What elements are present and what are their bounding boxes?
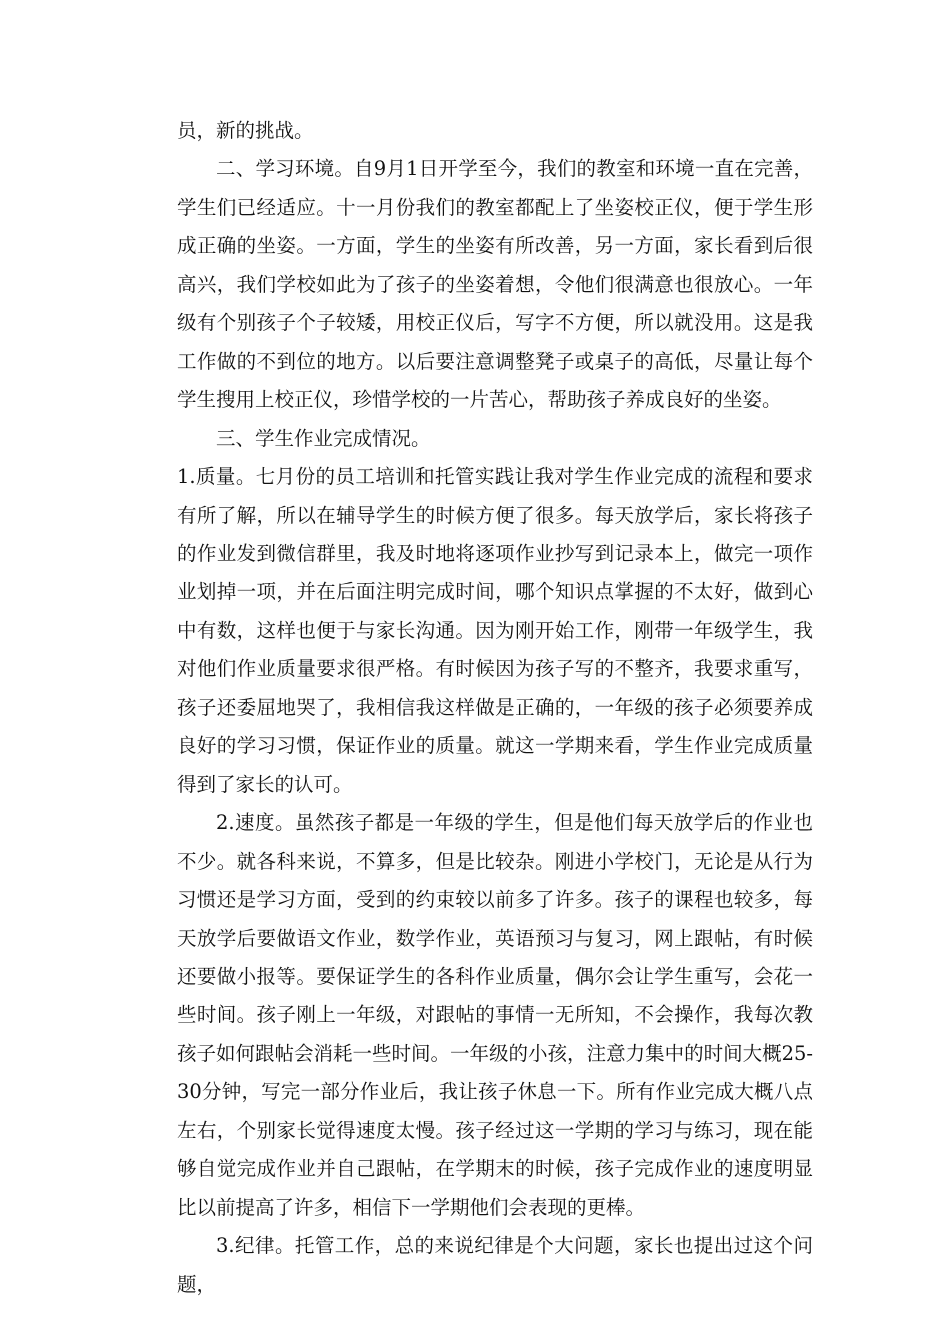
section-heading-homework: 三、学生作业完成情况。 <box>216 426 431 450</box>
document-body <box>177 112 813 1304</box>
paragraph-continuation: 员，新的挑战。 <box>177 119 314 142</box>
paragraph-quality: 1.质量。七月份的员工培训和托管实践让我对学生作业完成的流程和要求有所了解，所以在辅导学生的时候方便了很多。每天放学后，家长将孩子的作业发到微信群里，我及时地将逐项作业抄写到记录本上，做完一项作业划掉一项，并在后面注明完成时间，哪个知识点掌握的不太好，做到心中有数，这样也便于与家长沟通。因为刚开始工作，刚带一年级学生，我对他们作业质量要求很严格。有时候因为孩子写的不整齐，我要求重写，孩子还委屈地哭了，我相信我这样做是正确的，一年级的孩子必须要养成良好的学习习惯，保证作业的质量。就这一学期来看，学生作业完成质量得到了家长的认可。 <box>177 465 813 796</box>
paragraph-learning-environment: 二、学习环境。自9月1日开学至今，我们的教室和环境一直在完善，学生们已经适应。十一月份我们的教室都配上了坐姿校正仪，便于学生形成正确的坐姿。一方面，学生的坐姿有所改善，另一方面，家长看到后很高兴，我们学校如此为了孩子的坐姿着想，令他们很满意也很放心。一年级有个别孩子个子较矮，用校正仪后，写字不方便，所以就没用。这是我工作做的不到位的地方。以后要注意调整凳子或桌子的高低，尽量让每个学生搜用上校正仪，珍惜学校的一片苦心，帮助孩子养成良好的坐姿。 <box>177 157 813 412</box>
paragraph-discipline: 3.纪律。托管工作，总的来说纪律是个大问题，家长也提出过这个问题， <box>177 1234 813 1296</box>
paragraph-speed: 2.速度。虽然孩子都是一年级的学生，但是他们每天放学后的作业也不少。就各科来说，不算多，但是比较杂。刚进小学校门，无论是从行为习惯还是学习方面，受到的约束较以前多了许多。孩子的课程也较多，每天放学后要做语文作业，数学作业，英语预习与复习，网上跟帖，有时候还要做小报等。要保证学生的各科作业质量，偶尔会让学生重写，会花一些时间。孩子刚上一年级，对跟帖的事情一无所知，不会操作，我每次教孩子如何跟帖会消耗一些时间。一年级的小孩，注意力集中的时间大概25-30分钟，写完一部分作业后，我让孩子休息一下。所有作业完成大概八点左右，个别家长觉得速度太慢。孩子经过这一学期的学习与练习，现在能够自觉完成作业并自己跟帖，在学期末的时候，孩子完成作业的速度明显比以前提高了许多，相信下一学期他们会表现的更棒。 <box>177 811 813 1219</box>
